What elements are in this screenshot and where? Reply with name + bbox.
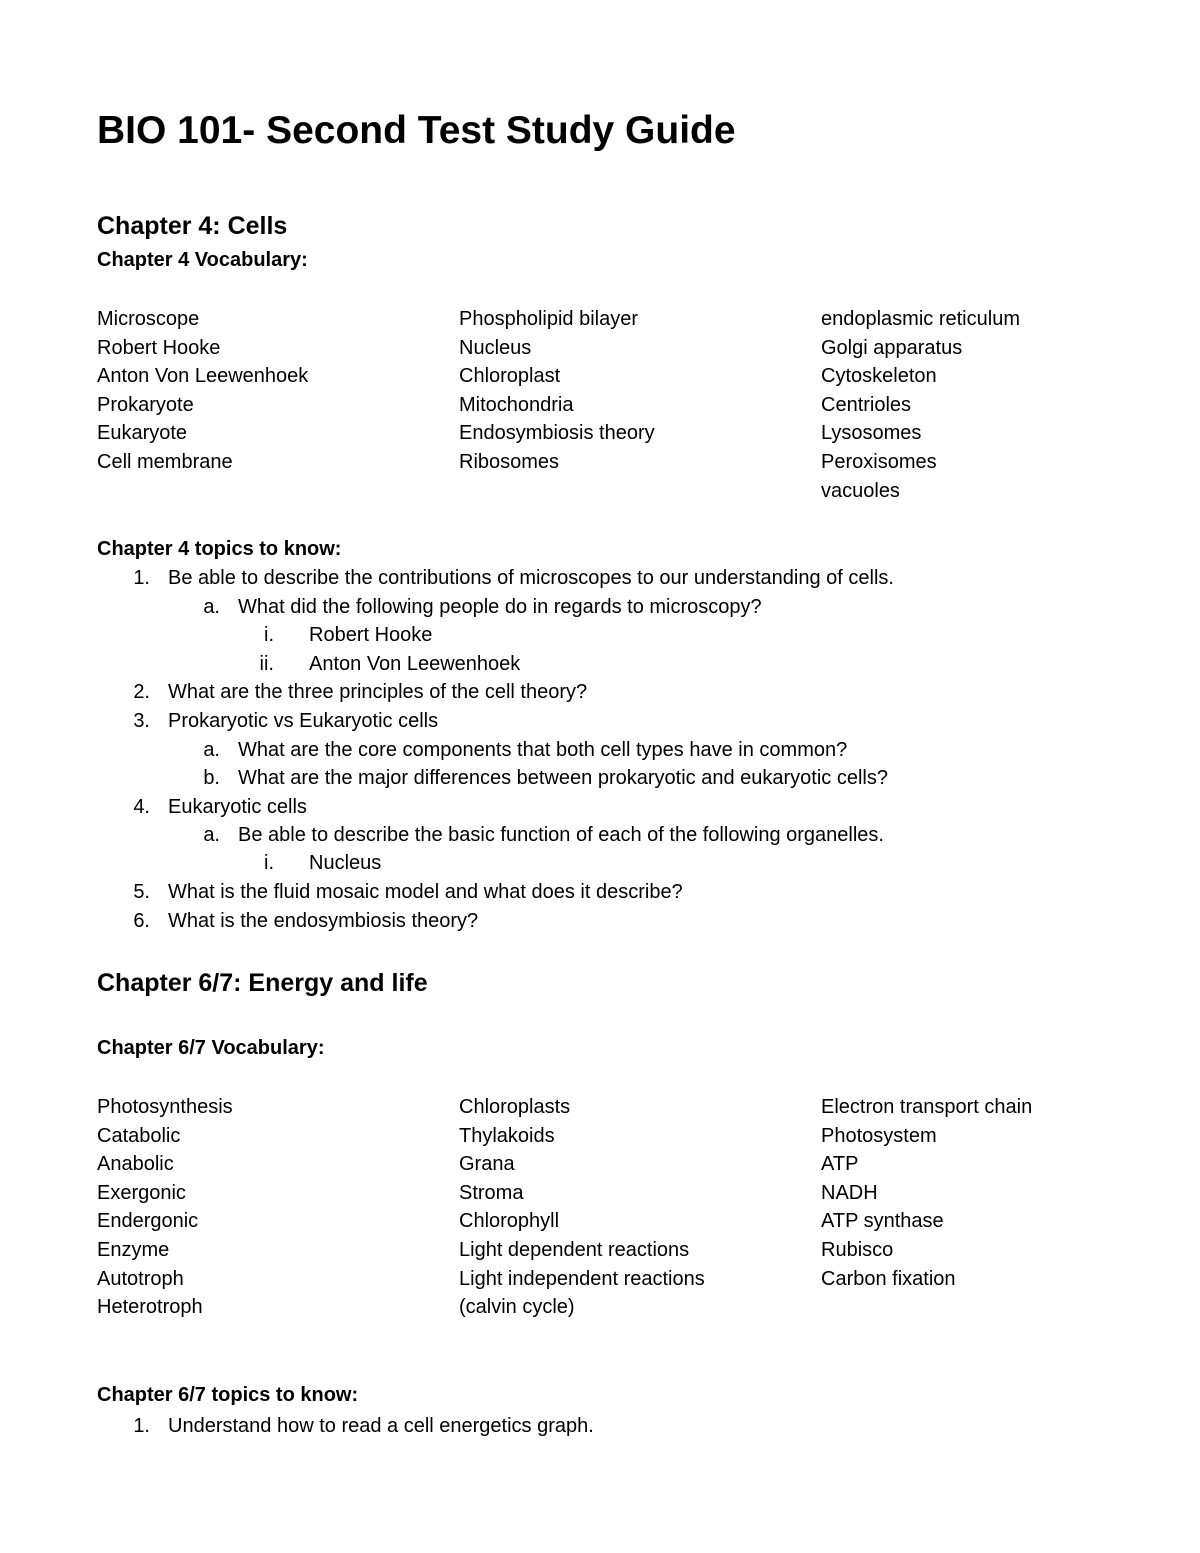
vocab-term: Light dependent reactions	[459, 1238, 690, 1261]
list-marker: a.	[203, 824, 220, 846]
vocab-term: Electron transport chain	[821, 1096, 1033, 1118]
vocab-term: Ribosomes	[459, 450, 560, 473]
vocab-term: Eukaryote	[97, 422, 188, 445]
vocab-term: Anton Von Leewenhoek	[97, 365, 309, 388]
list-marker: a.	[203, 739, 220, 761]
list-marker: 6.	[133, 910, 150, 932]
vocab-term: Endosymbiosis theory	[459, 422, 655, 445]
list-item: What are the major differences between prokaryotic and eukaryotic cells?	[238, 767, 888, 789]
list-item: Robert Hooke	[309, 624, 433, 646]
vocab-term: NADH	[821, 1181, 878, 1204]
vocab-term: Thylakoids	[459, 1124, 555, 1147]
document-title: BIO 101- Second Test Study Guide	[97, 109, 736, 152]
chapter4-vocab-heading: Chapter 4 Vocabulary:	[97, 249, 308, 271]
list-marker: 4.	[133, 796, 150, 818]
chapter67-vocab-col1	[97, 1093, 233, 1322]
chapter4-vocab-col2	[459, 305, 655, 477]
vocab-term: Autotroph	[97, 1267, 184, 1290]
vocab-term: Chloroplasts	[459, 1096, 571, 1118]
list-item: What is the endosymbiosis theory?	[168, 910, 479, 932]
vocab-term: Cytoskeleton	[821, 365, 937, 388]
chapter4-vocab-col1	[97, 305, 308, 477]
vocab-term: Stroma	[459, 1181, 524, 1204]
vocab-term: Anabolic	[97, 1153, 174, 1176]
vocab-term: Nucleus	[459, 336, 532, 359]
chapter67-topics-heading: Chapter 6/7 topics to know:	[97, 1384, 359, 1406]
vocab-term: Enzyme	[97, 1238, 170, 1261]
vocab-term: Mitochondria	[459, 393, 574, 416]
vocab-term: Cell membrane	[97, 450, 233, 473]
vocab-term: Heterotroph	[97, 1296, 203, 1319]
vocab-term: Microscope	[97, 308, 200, 330]
vocab-term: Phospholipid bilayer	[459, 308, 639, 330]
list-marker: 2.	[133, 681, 150, 703]
vocab-term: Prokaryote	[97, 393, 194, 416]
list-item: Prokaryotic vs Eukaryotic cells	[168, 710, 439, 732]
list-marker: 5.	[133, 881, 150, 903]
vocab-term: Photosynthesis	[97, 1096, 233, 1118]
vocab-term: Catabolic	[97, 1124, 181, 1147]
vocab-term: Centrioles	[821, 393, 912, 416]
chapter67-vocab-col2	[459, 1093, 705, 1322]
chapter4-heading: Chapter 4: Cells	[97, 212, 288, 240]
vocab-term: Photosystem	[821, 1124, 937, 1147]
vocab-term: (calvin cycle)	[459, 1296, 575, 1319]
list-marker: 1.	[133, 567, 150, 589]
list-marker: 3.	[133, 710, 150, 732]
list-marker: ii.	[259, 653, 274, 675]
vocab-term: Light independent reactions	[459, 1267, 705, 1290]
vocab-term: Lysosomes	[821, 422, 922, 445]
chapter4-vocab-col3	[821, 305, 1020, 505]
vocab-term: Chlorophyll	[459, 1210, 560, 1233]
vocab-term: Chloroplast	[459, 365, 561, 388]
list-item: What is the fluid mosaic model and what does it describe?	[168, 881, 683, 903]
list-item: Be able to describe the contributions of microscopes to our understanding of cells.	[168, 567, 894, 589]
list-item: What are the core components that both cell types have in common?	[238, 739, 848, 761]
list-marker: i.	[264, 624, 274, 646]
chapter67-heading: Chapter 6/7: Energy and life	[97, 969, 428, 997]
list-item: Eukaryotic cells	[168, 796, 307, 818]
chapter67-vocab-col3	[821, 1093, 1032, 1293]
vocab-term: Endergonic	[97, 1210, 199, 1233]
vocab-term: vacuoles	[821, 479, 900, 502]
chapter67-vocab-heading: Chapter 6/7 Vocabulary:	[97, 1037, 325, 1059]
vocab-term: Rubisco	[821, 1238, 894, 1261]
list-marker: a.	[203, 596, 220, 618]
list-item: Nucleus	[309, 852, 382, 874]
list-item: Anton Von Leewenhoek	[309, 653, 521, 675]
vocab-term: Carbon fixation	[821, 1267, 956, 1290]
list-item: What did the following people do in regards to microscopy?	[238, 596, 762, 618]
vocab-term: ATP synthase	[821, 1210, 944, 1233]
vocab-term: Grana	[459, 1153, 515, 1176]
vocab-term: Peroxisomes	[821, 450, 937, 473]
vocab-term: Robert Hooke	[97, 336, 221, 359]
vocab-term: ATP	[821, 1153, 859, 1176]
list-item: Understand how to read a cell energetics graph.	[168, 1415, 594, 1437]
list-marker: i.	[264, 852, 274, 874]
vocab-term: Exergonic	[97, 1181, 186, 1204]
list-item: Be able to describe the basic function of each of the following organelles.	[238, 824, 884, 846]
list-marker: b.	[203, 767, 220, 789]
vocab-term: Golgi apparatus	[821, 336, 963, 359]
chapter4-topics-heading: Chapter 4 topics to know:	[97, 538, 342, 560]
list-item: What are the three principles of the cell theory?	[168, 681, 588, 703]
list-marker: 1.	[133, 1415, 150, 1437]
vocab-term: endoplasmic reticulum	[821, 308, 1020, 330]
